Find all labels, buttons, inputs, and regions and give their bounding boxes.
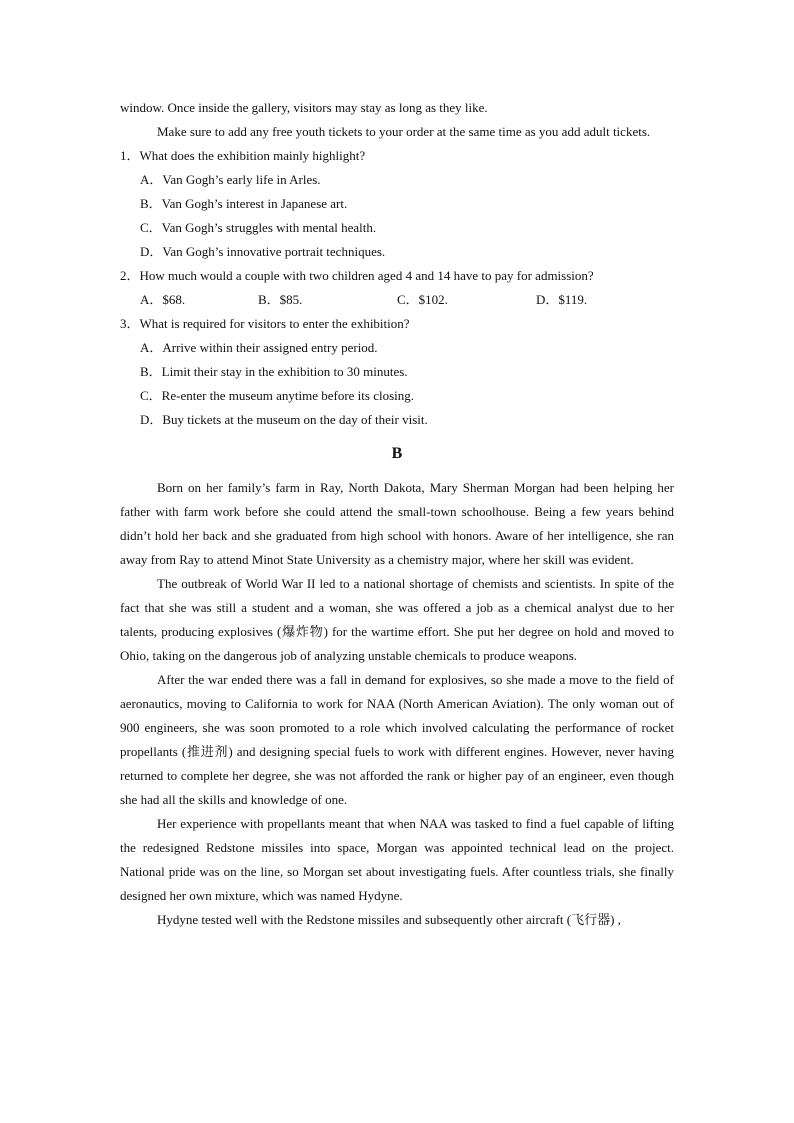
question-2 [120,264,674,312]
passage-paragraph-3: After the war ended there was a fall in demand for explosives, so she made a move to the field of aeronautics, moving to California to work for NAA (North American Aviation). The only woman out of 900 engineers, she was soon promoted to a role which involved calculating the performance of rocket propellants (推进剂) and designing special fuels to work with different engines. However, never having returned to complete her degree, she was not afforded the rank or higher pay of an engineer, even though she had all the skills and knowledge of one. [120,672,674,807]
option-b: B．Limit their stay in the exhibition to 30 minutes. [140,364,408,379]
options-row [120,288,674,312]
section-heading: B [391,445,403,462]
option-c: C．Van Gogh’s struggles with mental health. [140,220,377,235]
passage-paragraph-4: Her experience with propellants meant that when NAA was tasked to find a fuel capable of lifting the redesigned Redstone missiles into space, Morgan was appointed technical lead on the project. National pride was on the line, so Morgan set about investigating fuels. After countless trials, she finally designed her own mixture, which was named Hydyne. [120,816,674,903]
question-stem: 2．How much would a couple with two children aged 4 and 14 have to pay for admission? [120,268,594,283]
question-3 [120,312,674,432]
option-c: C．$102. [397,292,448,307]
passage-paragraph-2: The outbreak of World War II led to a national shortage of chemists and scientists. In spite of the fact that she was still a student and a woman, she was offered a job as a chemical analyst due to her talents, producing explosives (爆炸物) for the wartime effort. She put her degree on hold and moved to Ohio, taking on the dangerous job of analyzing unstable chemicals to produce weapons. [120,576,674,663]
option-a: A．Arrive within their assigned entry period. [140,340,378,355]
option-a: A．$68. [140,292,186,307]
option-a: A．Van Gogh’s early life in Arles. [140,172,321,187]
option-b: B．Van Gogh’s interest in Japanese art. [140,196,348,211]
option-b: B．$85. [258,292,303,307]
option-d: D．Van Gogh’s innovative portrait techniques. [140,244,386,259]
intro-line-2: Make sure to add any free youth tickets to your order at the same time as you add adult tickets. [157,124,651,139]
passage-b [120,476,674,932]
option-d: D．$119. [536,292,588,307]
document-page [120,96,674,932]
option-d: D．Buy tickets at the museum on the day of their visit. [140,412,428,427]
option-c: C．Re-enter the museum anytime before its closing. [140,388,415,403]
intro-line-1: window. Once inside the gallery, visitors may stay as long as they like. [120,100,488,115]
question-1 [120,144,674,264]
passage-paragraph-5: Hydyne tested well with the Redstone missiles and subsequently other aircraft (飞行器) , [157,912,621,927]
question-stem: 1．What does the exhibition mainly highlight? [120,148,366,163]
passage-paragraph-1: Born on her family’s farm in Ray, North Dakota, Mary Sherman Morgan had been helping her father with farm work before she could attend the small-town schoolhouse. Being a few years behind didn’t hold her back and she graduated from high school with honors. Aware of her intelligence, she ran away from Ray to attend Minot State University as a chemistry major, where her skill was evident. [120,480,674,567]
question-stem: 3．What is required for visitors to enter the exhibition? [120,316,410,331]
